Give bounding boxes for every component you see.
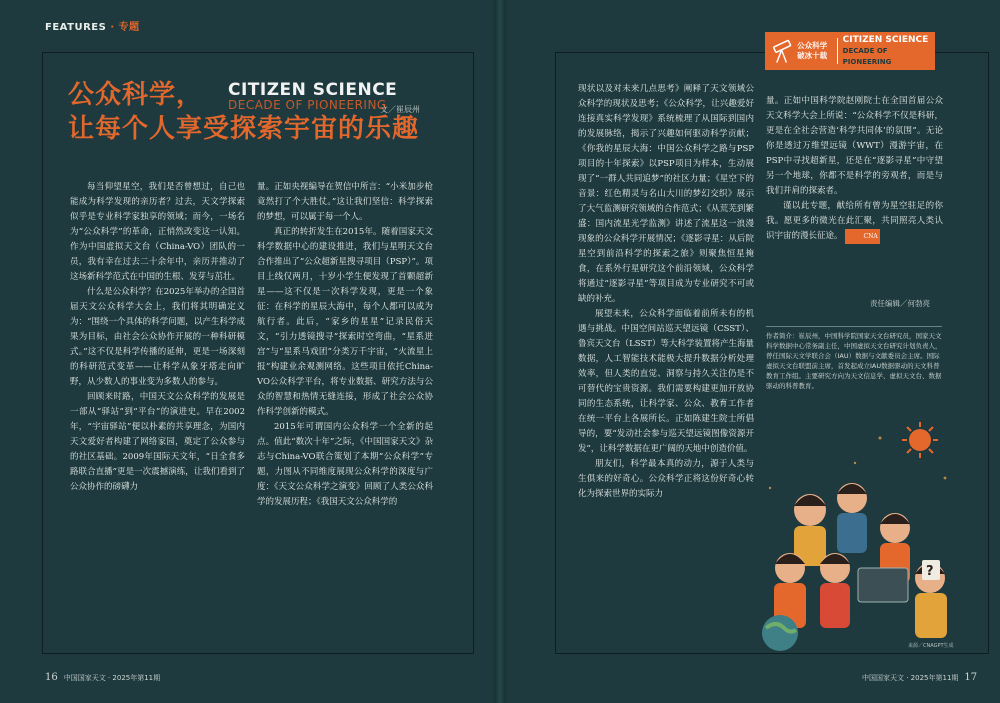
paragraph: 真正的转折发生在2015年。随着国家天文科学数据中心的建设推进，我们与星明天文台合作推出了“公众超新星搜寻项目（PSP）”。项目上线仅两月，十岁小学生便发现了首颗超新星——这不仅是一次科学发现，更是一个象征：在科学的星辰大海中，每个人都可以成为航行者。此后，“家乡的星星”记录民俗天文，“引力透镜搜寻”探索时空弯曲，“星系进宫”与“星系马戏团”分类万千宇宙，“火流星上报”构建业余观测网络。这些项目依托China-VO公众科学平台，将专业数据、研究方法与公众的智慧和热情无缝连接，形成了社会公众协作科学创新的模式。 xyxy=(257,227,433,417)
paragraph: 现状以及对未来几点思考》阐释了天文领域公众科学的现状及思考；《公众科学，让兴趣爱好连接真实科学发现》系统梳理了从国际到国内的发展脉络，揭示了兴趣如何驱动科学贡献；《你我的星辰大海：中国公众科学之路与PSP项目的十年探索》以PSP项目为样本，生动展现了“一群人共同追梦”的社区力量；《星空下的音景：红色精灵与名山大川的梦幻交织》展示了大气监测研究领域的合作范式；《从荒芜到繁盛：国内流星光学监测》讲述了流星这一浪漫现象的公众科学开展情况；《逐影寻星：从后院星空到前沿科学的探索之旅》则聚焦恒星掩食，在系外行星研究这个前沿领域，公众科学将通过“逐影寻星”等项目成为专业研究不可或缺的补充。 xyxy=(578,84,754,304)
globe-icon xyxy=(762,615,798,651)
paragraph: 回顾来时路，中国天文公众科学的发展是一部从“驿站”到“平台”的演进史。早在2002年，“宇宙驿站”便以朴素的共享理念，为国内天文爱好者构建了网络家园，奠定了公众参与的社区基础。2009年国际天文年，“日全食多路联合直播”更是一次震撼演练，让我们看到了公众协作的磅礴力 xyxy=(70,392,245,492)
page-number: 16 xyxy=(45,672,58,683)
image-credit: 来源／CNAGPT生成 xyxy=(908,643,954,649)
title-english: CITIZEN SCIENCE xyxy=(228,80,398,100)
question-card-icon xyxy=(922,560,940,580)
paragraph: 量。正如央视编导在贺信中所言：“小米加步枪竟然打了个大胜仗。”这让我们坚信：科学探索的梦想，可以属于每一个人。 xyxy=(257,182,433,222)
children-group xyxy=(774,483,947,638)
svg-text:?: ? xyxy=(926,564,934,579)
folio-right xyxy=(862,672,977,683)
section-dot: · xyxy=(110,22,115,33)
issue-text: 中国国家天文 · 2025年第11期 xyxy=(862,674,959,682)
paragraph: 什么是公众科学？在2025年举办的全国首届天文公众科学大会上，我们将其明确定义为：“围绕一个具体的科学问题，以产生科学成果为目标，由社会公众协作开展的一种科研模式。”这不仅是科学传播的延伸，更是一场深刻的科研范式变革——让科学从象牙塔走向旷野，从少数人的事业变为多数人的参与。 xyxy=(70,287,245,387)
sun-icon xyxy=(902,422,938,458)
paragraph xyxy=(766,199,943,244)
paragraph: 量。正如中国科学院赵刚院士在全国首届公众天文科学大会上所说：“公众科学不仅是科研，更是在全社会营造‘科学共同体’的氛围”。无论你是透过万维望远镜（WWT）漫游宇宙，在PSP中寻找超新星，还是在“逐影寻星”中守望另一个地球，你都不是科学的旁观者，而是与我们并肩的探索者。 xyxy=(766,96,943,196)
folio-left xyxy=(45,672,160,683)
editor-credit: 责任编辑／何勃亮 xyxy=(870,299,930,308)
badge-cn: 公众科学破冰十载 xyxy=(797,41,828,60)
paragraph-text: 谨以此专题，献给所有曾为星空驻足的你我。愿更多的微光在此汇聚，共同照亮人类认识宇宙的漫长征途。 xyxy=(766,201,943,241)
left-column-1 xyxy=(70,180,245,495)
author-note: 作者简介：崔辰州，中国科学院国家天文台研究员，国家天文科学数据中心常务副主任，中国虚拟天文台研究计划负责人，曾任国际天文学联合会（IAU）数据与文献委员会主席。国际虚拟天文台联盟前主席，首发起成立IAU数据驱动的天文科普教育工作组。主要研究方向为天文信息学、虚拟天文台、数据驱动的科普教育。 xyxy=(766,326,942,391)
paragraph: 2015年可谓国内公众科学一个全新的起点。值此“数次十年”之际，《中国国家天文》杂志与China-VO联合策划了本期“公众科学”专题，力图从不同维度展现公众科学的深度与广度：《天文公众科学之演变》回顾了人类公众科学的发展历程；《我国天文公众科学的 xyxy=(257,422,433,507)
left-page xyxy=(0,0,497,703)
page-number: 17 xyxy=(964,672,978,683)
right-column-2 xyxy=(766,94,943,244)
title-line-2: 让每个人享受探索宇宙的乐趣 xyxy=(68,114,420,144)
badge-en-line-2: DECADE OF PIONEERING xyxy=(842,46,892,66)
series-badge xyxy=(765,32,935,70)
paragraph: 展望未来，公众科学面临着前所未有的机遇与挑战。中国空间站巡天望远镜（CSST）、鲁宾天文台（LSST）等大科学装置将产生海量数据，人工智能技术能极大提升数据分析处理效率，但人类的直觉、洞察与持久关注仍是不可替代的宝贵资源。我们需要构建更加开放协同的生态系统，让科学家、公众、教育工作者在统一平台上各展所长。正如陈建生院士所倡导的，要“发动社会参与巡天望远镜图像资源开发”，让科学数据在更广阔的天地中创造价值。 xyxy=(578,309,754,454)
title-line-1: 公众科学， xyxy=(68,80,204,110)
paragraph: 每当仰望星空，我们是否曾想过，自己也能成为科学发现的亲历者？过去，天文学探索似乎是专业科学家独享的领域；而今，一场名为“公众科学”的革命，正悄然改变这一认知。作为中国虚拟天文台（China-VO）团队的一员，我有幸在过去二十余年中，亲历并推动了这场新科学范式在中国的生根、发芽与茁壮。 xyxy=(70,182,245,282)
right-column-1 xyxy=(578,82,754,502)
section-header xyxy=(45,18,140,33)
paragraph: 朋友们，科学最本真的动力，源于人类与生俱来的好奇心。公众科学正将这份好奇心转化为探索世界的实际力 xyxy=(578,459,754,499)
badge-en-line-1: CITIZEN SCIENCE xyxy=(842,34,929,45)
badge-en xyxy=(843,35,935,68)
illustration xyxy=(760,418,960,658)
section-label: FEATURES xyxy=(45,22,107,33)
issue-text: 中国国家天文 · 2025年第11期 xyxy=(63,674,161,682)
badge-divider xyxy=(837,38,838,64)
left-column-2 xyxy=(257,180,433,510)
title-english-sub: DECADE OF PIONEERING xyxy=(228,98,387,112)
cna-end-mark: CNA xyxy=(845,229,880,244)
section-tag: 专题 xyxy=(118,22,140,33)
telescope-icon xyxy=(771,36,794,66)
byline: 文／崔辰州 xyxy=(380,105,420,114)
